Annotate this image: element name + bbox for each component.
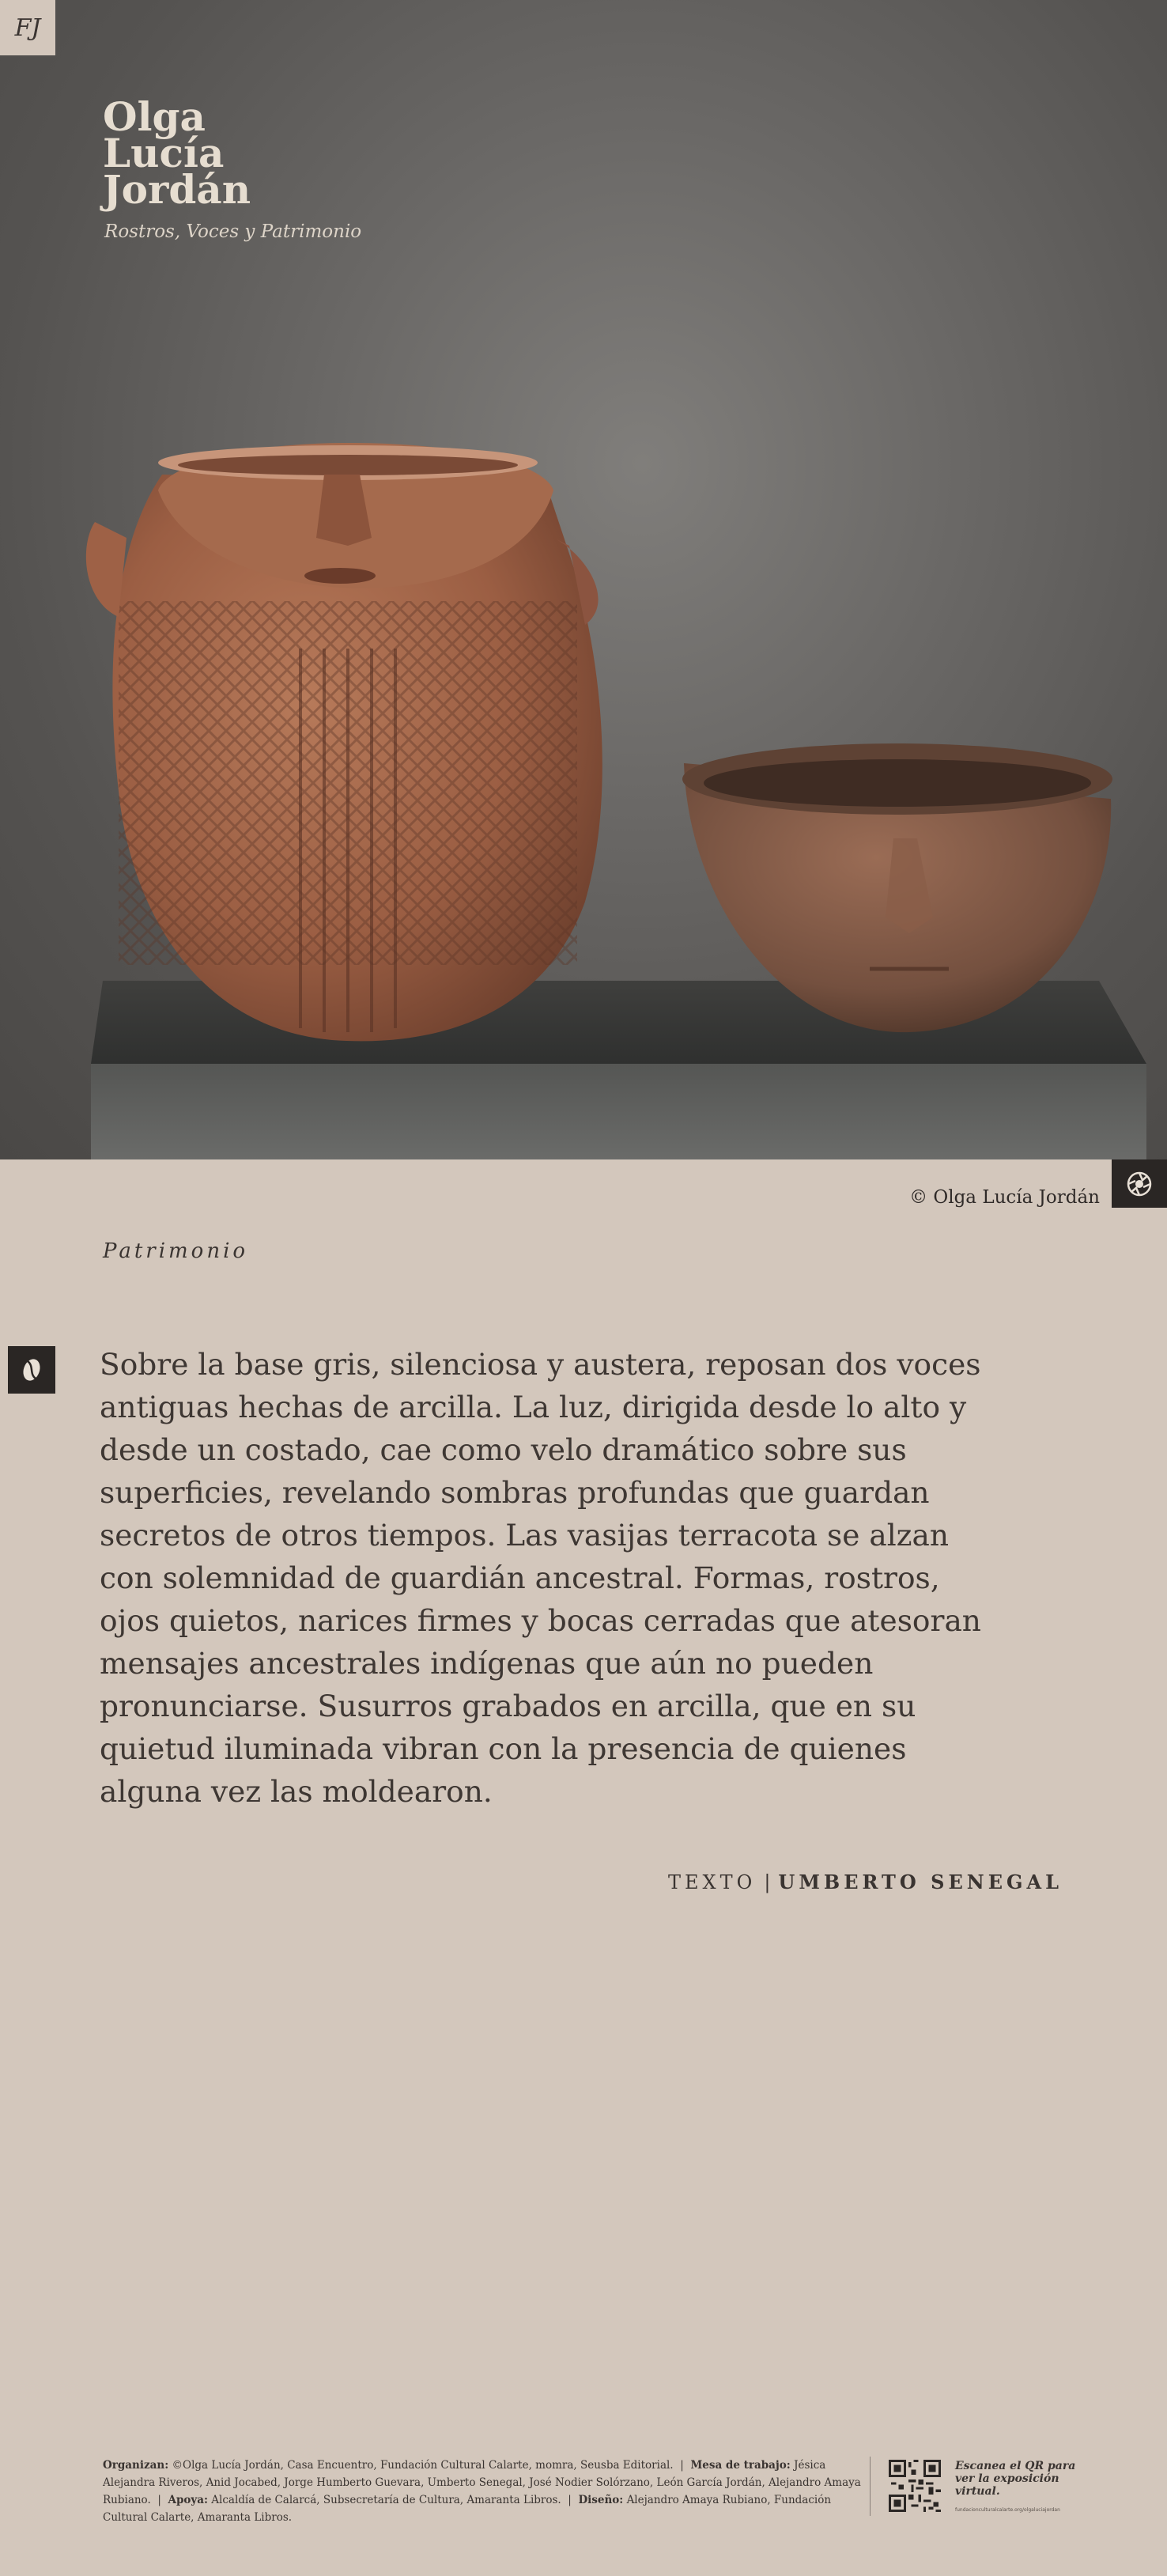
section-body: Sobre la base gris, silenciosa y austera, reposan dos voces antiguas hechas de arcilla. La luz, dirigida desde lo alto y desde un costado, cae como velo dramático sobre sus superficies, revelando sombras profundas que guardan secretos de otros tiempos. Las vasijas terracota se alzan con solemnidad de guardián ancestral. Formas, rostros, ojos quietos, narices firmes y bocas cerradas que atesoran mensajes ancestrales indígenas que aún no pueden pronunciarse. Susurros grabados en arcilla, que en su quietud iluminada vibran con la presencia de quienes alguna vez las moldearon. — [100, 1347, 981, 1809]
camera-aperture-icon — [1126, 1171, 1153, 1197]
text-credit-prefix: TEXTO — [668, 1871, 757, 1893]
footer-credits: Organizan: ©Olga Lucía Jordán, Casa Encuentro, Fundación Cultural Calarte, momra, Seusba Editorial. | Mesa de trabajo: Jésica Alejandra Riveros, Anid Jocabed, Jorge Humberto Guevara, Umberto Senegal, José Nodier Solórzano, León García Jordán, Alejandro Amaya Rubiano. | Apoya: Alcaldía de Calarcá, Subsecretaría de Cultura, Amaranta Libros. | Diseño: Alejandro Amaya Rubiano, Fundación Cultural Calarte, Amaranta Libros. — [103, 2459, 861, 2524]
photo-credit: © Olga Lucía Jordán — [909, 1187, 1100, 1208]
exhibition-title — [103, 93, 340, 213]
title-line-1: Olga — [103, 93, 206, 140]
text-credit — [668, 1871, 1063, 1893]
section-label: Patrimonio — [103, 1239, 249, 1263]
footer-mesa: Jésica Alejandra Riveros, Anid Jocabed, Jorge Humberto Guevara, Umberto Senegal, José Nodier Solórzano, León García Jordán, Alejandro Amaya Rubiano. — [103, 2459, 861, 2506]
footer-apoya: Alcaldía de Calarcá, Subsecretaría de Cultura, Amaranta Libros. — [211, 2494, 561, 2506]
footer-organizan: ©Olga Lucía Jordán, Casa Encuentro, Fundación Cultural Calarte, momra, Seusba Editorial. — [172, 2459, 674, 2472]
footer-diseno-label: Diseño: — [578, 2494, 624, 2506]
text-credit-separator: | — [764, 1871, 771, 1893]
footer-apoya-label: Apoya: — [168, 2494, 208, 2506]
footer-divider — [870, 2457, 871, 2516]
seed-button[interactable] — [8, 1346, 55, 1394]
coffee-bean-icon — [20, 1356, 43, 1383]
footer-organizan-label: Organizan: — [103, 2459, 169, 2472]
large-vessel — [86, 443, 602, 1041]
pedestal-front — [91, 1064, 1146, 1159]
title-line-3: Jordán — [103, 166, 251, 213]
footer-mesa-label: Mesa de trabajo: — [690, 2459, 791, 2472]
exhibition-subtitle: Rostros, Voces y Patrimonio — [104, 221, 362, 242]
qr-code[interactable] — [889, 2460, 941, 2512]
brand-monogram-icon[interactable]: FJ — [0, 0, 55, 55]
text-credit-author: UMBERTO SENEGAL — [778, 1871, 1063, 1893]
qr-caption: Escanea el QR para ver la exposición virtual. — [955, 2460, 1076, 2498]
footer-diseno: Alejandro Amaya Rubiano, Fundación Cultural Calarte, Amaranta Libros. — [103, 2494, 832, 2524]
title-line-2: Lucía — [103, 130, 225, 176]
hero-photo — [0, 0, 1167, 1159]
qr-url[interactable]: fundacionculturalcalarte.org/olgaluciajordan — [955, 2507, 1060, 2513]
camera-button[interactable] — [1112, 1159, 1167, 1208]
